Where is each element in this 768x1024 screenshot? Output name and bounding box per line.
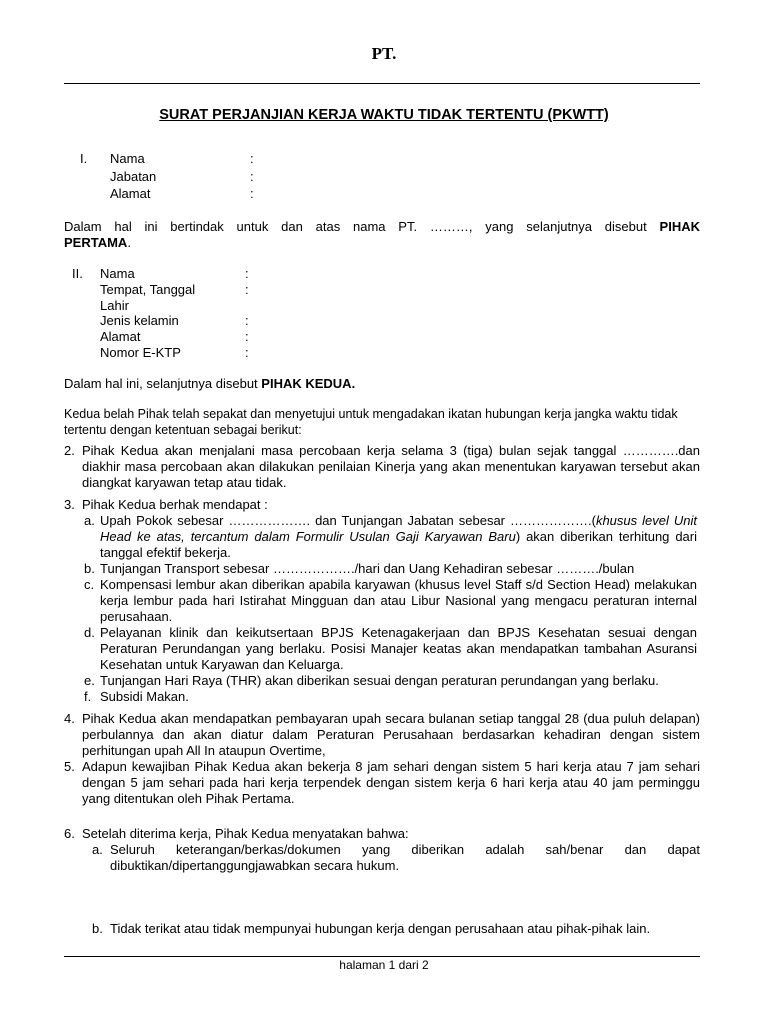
item-line: Tunjangan Hari Raya (THR) akan diberikan sesuai dengan peraturan perundangan yang berlaku.	[100, 673, 659, 688]
item-italic-text: Head ke atas, tercantum dalam Formulir Usulan Gaji Karyawan Baru	[100, 529, 516, 544]
item-letter: f.	[84, 689, 92, 704]
party-one-numeral: I.	[80, 151, 88, 166]
field-colon: :	[245, 313, 249, 328]
item-line: perusahaan.	[100, 609, 173, 624]
clause-intro: Pihak Kedua berhak mendapat :	[82, 497, 268, 512]
item-line: Tidak terikat atau tidak mempunyai hubungan kerja dengan perusahaan atau pihak-pihak lain.	[110, 921, 651, 936]
item-text: ) akan diberikan terhitung dari	[515, 529, 697, 544]
clause-line: perbulannya dan akan diatur dalam Peraturan Perusahaan berdasarkan kehadiran dengan sistem	[82, 727, 700, 742]
clause-line: Pihak Kedua akan mendapatkan pembayaran upah secara bulanan setiap tanggal 28 (dua puluh delapan)	[82, 711, 700, 726]
footer-rule	[64, 956, 700, 957]
statement-text: Dalam hal ini, selanjutnya disebut	[64, 376, 262, 391]
header-rule	[64, 83, 700, 84]
field-label-lahir: Lahir	[100, 298, 129, 313]
field-label-jabatan: Jabatan	[110, 169, 157, 184]
item-line: Tunjangan Transport sebesar ………………./hari dan Uang Kehadiran sebesar ………./bulan	[100, 561, 635, 576]
field-label-alamat: Alamat	[100, 329, 141, 344]
clause-number: 5.	[64, 759, 75, 774]
field-colon: :	[250, 169, 254, 184]
item-letter: b.	[92, 921, 103, 936]
item-line: kerja lembur pada hari Istirahat Mingguan dan atau Libur Nasional yang mengacu peraturan internal	[100, 593, 697, 608]
field-colon: :	[245, 266, 249, 281]
item-letter: d.	[84, 625, 95, 640]
item-line: Kesehatan untuk Karyawan dan Keluarga.	[100, 657, 344, 672]
clause-line: dengan 5 jam sehari pada hari kerja terpendek dengan sistem kerja 6 hari kerja atau 40 jam perminggu	[82, 775, 700, 790]
item-letter: b.	[84, 561, 95, 576]
clause-line: diangkat karyawan tetap atau tidak.	[82, 475, 287, 490]
party-two-statement	[64, 376, 355, 392]
item-text: Upah Pokok sebesar ………………. dan Tunjangan Jabatan sebesar ……………….(	[100, 513, 596, 528]
item-letter: a.	[92, 842, 103, 857]
item-line: Kompensasi lembur akan diberikan apabila karyawan (khusus level Staff s/d Section Head) melakukan	[100, 577, 697, 592]
pertama-label: PERTAMA	[64, 235, 128, 250]
field-colon: :	[250, 151, 254, 166]
item-line: Seluruh keterangan/berkas/dokumen yang diberikan adalah sah/benar dan dapat	[110, 842, 700, 857]
field-label-jenis-kelamin: Jenis kelamin	[100, 313, 179, 328]
field-label-alamat: Alamat	[110, 186, 151, 201]
item-line: Pelayanan klinik dan keikutsertaan BPJS Ketenagakerjaan dan BPJS Kesehatan sesuai dengan	[100, 625, 697, 640]
item-line	[100, 513, 697, 529]
clause-line: perhitungan upah All In ataupun Overtime,	[82, 743, 326, 758]
page-number: halaman 1 dari 2	[339, 958, 429, 972]
item-letter: a.	[84, 513, 95, 528]
statement-text: Dalam hal ini bertindak untuk dan atas nama PT. ………, yang selanjutnya disebut	[64, 219, 647, 234]
item-italic-text: khusus level Unit	[595, 513, 697, 528]
party-one-statement-line2	[64, 235, 131, 251]
clause-number: 3.	[64, 497, 75, 512]
clause-number: 4.	[64, 711, 75, 726]
clause-line: Pihak Kedua akan menjalani masa percobaan kerja selama 3 (tiga) bulan sejak tanggal ………….dan	[82, 443, 700, 458]
party-two-numeral: II.	[72, 266, 83, 281]
field-colon: :	[245, 345, 249, 360]
clause-line: diakhir masa percobaan akan dilakukan penilaian Kinerja yang akan menentukan karyawan tersebut akan	[82, 459, 700, 474]
party-one-statement-line1	[64, 219, 700, 235]
field-colon: :	[250, 186, 254, 201]
clause-line: Adapun kewajiban Pihak Kedua akan bekerja 8 jam sehari dengan sistem 5 hari kerja atau 7 jam sehari	[82, 759, 700, 774]
pihak-label: PIHAK	[659, 219, 700, 234]
item-line: Subsidi Makan.	[100, 689, 189, 704]
clause-number: 2.	[64, 443, 75, 458]
pihak-kedua-label: PIHAK KEDUA.	[261, 376, 356, 391]
intro-line1: Kedua belah Pihak telah sepakat dan menyetujui untuk mengadakan ikatan hubungan kerja jangka waktu tidak	[64, 407, 678, 421]
field-label-nama: Nama	[100, 266, 135, 281]
statement-period: .	[127, 235, 131, 250]
field-colon: :	[245, 282, 249, 297]
item-line: tanggal efektif bekerja.	[100, 545, 231, 560]
intro-line2: tertentu dengan ketentuan sebagai berikut:	[64, 423, 302, 437]
field-label-nama: Nama	[110, 151, 145, 166]
field-label-tempat-tanggal: Tempat, Tanggal	[100, 282, 196, 297]
clause-line: yang ditentukan oleh Pihak Pertama.	[82, 791, 295, 806]
item-line: dibuktikan/dipertanggungjawabkan secara hukum.	[110, 858, 400, 873]
item-letter: e.	[84, 673, 95, 688]
item-letter: c.	[84, 577, 95, 592]
item-line	[100, 529, 697, 545]
field-colon: :	[245, 329, 249, 344]
document-title: SURAT PERJANJIAN KERJA WAKTU TIDAK TERTENTU (PKWTT)	[159, 107, 609, 123]
clause-intro: Setelah diterima kerja, Pihak Kedua menyatakan bahwa:	[82, 826, 409, 841]
field-label-nomor-ektp: Nomor E-KTP	[100, 345, 181, 360]
clause-number: 6.	[64, 826, 75, 841]
company-name: PT.	[371, 44, 397, 63]
item-line: Peraturan Perundangan yang berlaku. Posisi Manajer keatas akan mendapatkan tambahan Asuransi	[100, 641, 697, 656]
